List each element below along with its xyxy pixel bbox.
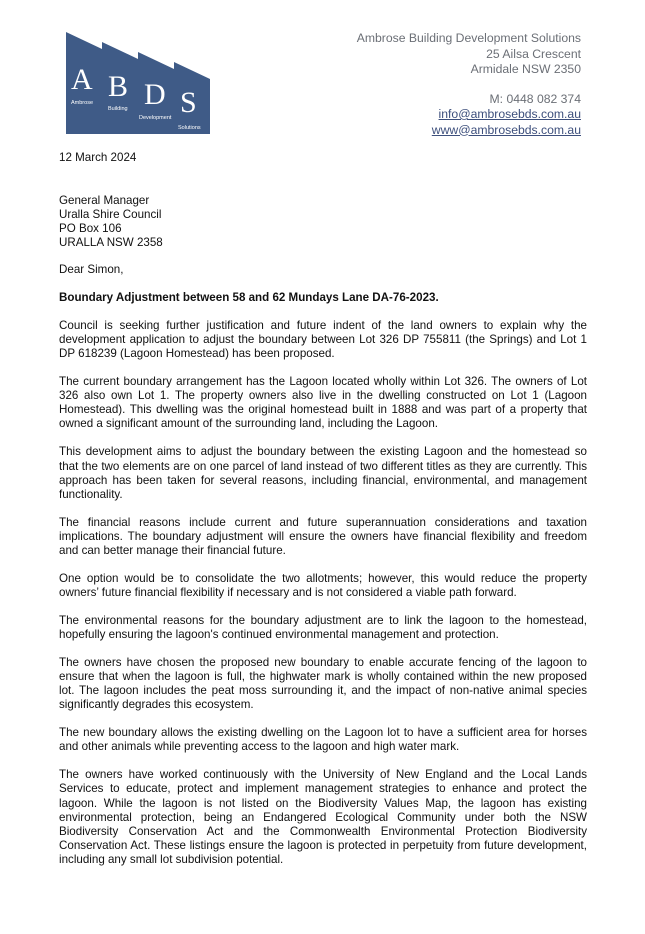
- spacer: [357, 78, 581, 92]
- recipient-line: PO Box 106: [59, 222, 122, 236]
- recipient-address: [59, 194, 587, 250]
- body-paragraph: The current boundary arrangement has the Lagoon located wholly within Lot 326. The owners of Lot 326 also own Lot 1. The property owners also live in the dwelling constructed on Lot 1 (Lagoon Homestead). This dwelling was the original homestead built in 1888 and was part of a property that owned a significant amount of the surrounding land, including the Lagoon.: [59, 375, 587, 431]
- company-website-link[interactable]: www@ambrosebds.com.au: [431, 122, 581, 137]
- company-name: Ambrose Building Development Solutions: [356, 31, 581, 45]
- logo-word-development: Development: [139, 115, 172, 121]
- company-email-link[interactable]: info@ambrosebds.com.au: [438, 107, 581, 121]
- logo-letter-d: D: [144, 78, 166, 111]
- body-paragraph: Council is seeking further justification and future indent of the land owners to explain why the development application to adjust the boundary between Lot 326 DP 755811 (the Springs) and Lot 1 DP 618239 (Lagoon Homestead) has been proposed.: [59, 319, 587, 361]
- company-details: [357, 31, 581, 138]
- logo-word-building: Building: [108, 106, 128, 112]
- abds-logo: [66, 32, 212, 134]
- body-paragraph: The new boundary allows the existing dwelling on the Lagoon lot to have a sufficient area for horses and other animals while preventing access to the lagoon and high water mark.: [59, 726, 587, 754]
- company-city: Armidale NSW 2350: [470, 62, 581, 76]
- recipient-line: URALLA NSW 2358: [59, 236, 163, 250]
- salutation: Dear Simon,: [59, 263, 124, 276]
- company-street: 25 Ailsa Crescent: [486, 46, 581, 61]
- logo-graphic: [66, 32, 212, 134]
- body-paragraph: The financial reasons include current and future superannuation considerations and taxation implications. The boundary adjustment will ensure the owners have financial flexibility and freedom and can better manage their financial future.: [59, 515, 587, 557]
- recipient-line: Uralla Shire Council: [59, 208, 162, 222]
- letter-date: 12 March 2024: [59, 151, 137, 164]
- body-paragraph: One option would be to consolidate the two allotments; however, this would reduce the property owners’ future financial flexibility if necessary and is not considered a viable path forward.: [59, 571, 587, 599]
- logo-letter-b: B: [108, 70, 129, 103]
- letter-body: [59, 319, 587, 881]
- logo-word-ambrose: Ambrose: [71, 100, 94, 106]
- body-paragraph: This development aims to adjust the boundary between the existing Lagoon and the homestead so that the two elements are on one parcel of land instead of two different titles as they are currently. This approach has been taken for several reasons, including financial, environmental, and management functionality.: [59, 445, 587, 501]
- body-paragraph: The owners have chosen the proposed new boundary to enable accurate fencing of the lagoon to ensure that when the lagoon is full, the highwater mark is wholly contained within the new proposed lot. The lagoon includes the peat moss surrounding it, and the impact of non-native animal species significantly degrades this ecosystem.: [59, 656, 587, 712]
- logo-word-solutions: Solutions: [178, 125, 201, 131]
- logo-letter-a: A: [71, 63, 93, 96]
- logo-letter-s: S: [180, 86, 197, 119]
- body-paragraph: The environmental reasons for the boundary adjustment are to link the lagoon to the homestead, hopefully ensuring the lagoon's continued environmental management and protection.: [59, 613, 587, 642]
- recipient-line: General Manager: [59, 194, 150, 207]
- body-paragraph: The owners have worked continuously with the University of New England and the Local Lands Services to educate, protect and implement management strategies to enhance and protect the lagoon. While the lagoon is not listed on the Biodiversity Values Map, the lagoon has existing environmental protection, being an Endangered Ecological Community under both the NSW Biodiversity Conservation Act and the Commonwealth Environmental Protection Biodiversity Conservation Act. These listings ensure the lagoon is protected in perpetuity from future development, including any small lot subdivision potential.: [59, 768, 587, 866]
- company-mobile: M: 0448 082 374: [489, 91, 581, 106]
- subject-line: Boundary Adjustment between 58 and 62 Mundays Lane DA-76-2023.: [59, 291, 439, 304]
